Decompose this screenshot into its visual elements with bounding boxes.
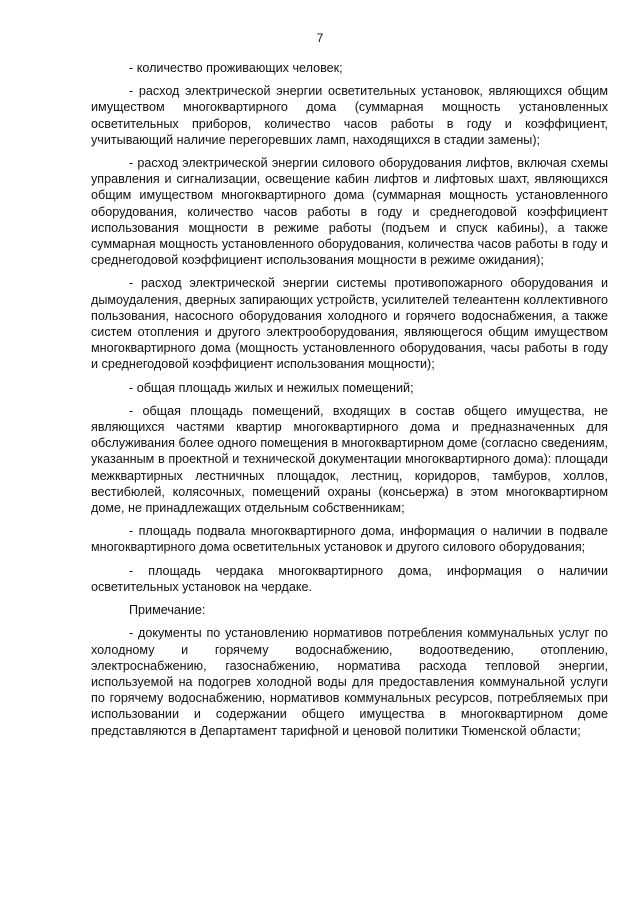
list-item-common-area: - общая площадь помещений, входящих в состав общего имущества, не являющихся частями квартир многоквартирного дома и предназначенных для обслуживания более одного помещения в многоквартирном доме (согласно сведениям, указанным в проектной и технической документации многоквартирного дома): площади межквартирных лестничных площадок, лестниц, коридоров, тамбуров, холлов, вестибюлей, колясочных, помещений охраны (консьержа) в этом многоквартирном доме, не принадлежащих отдельным собственникам;: [91, 403, 608, 516]
note-heading: Примечание:: [129, 603, 206, 618]
document-body: [91, 60, 608, 746]
list-item-residents-count: - количество проживающих человек;: [129, 61, 343, 75]
note-text: - документы по установлению нормативов потребления коммунальных услуг по холодному и горячему водоснабжению, водоотведению, отоплению, электроснабжению, газоснабжению, норматива расхода тепловой энергии, используемой на подогрев холодной воды для предоставления коммунальной услуги по горячему водоснабжению, нормативов коммунальных ресурсов, потребляемых при использовании и содержании общего имущества в многоквартирном доме представляются в Департамент тарифной и ценовой политики Тюменской области;: [91, 626, 608, 738]
list-item-fire-system-energy: - расход электрической энергии системы противопожарного оборудования и дымоудаления, дверных запирающих устройств, усилителей телеантенн коллективного пользования, насосного оборудования холодного и горячего водоснабжения, а также систем отопления и другого электрооборудования, являющегося общим имуществом многоквартирного дома (мощность установленного оборудования, часы работы в году и среднегодовой коэффициент использования мощности);: [91, 276, 608, 372]
list-item-elevator-energy: - расход электрической энергии силового оборудования лифтов, включая схемы управления и сигнализации, освещение кабин лифтов и лифтовых шахт, являющихся общим имуществом многоквартирного дома (суммарная мощность установленного оборудования, количество часов работы в году и среднегодовой коэффициент использования мощности в режиме работы (подъем и спуск кабины), а также суммарная мощность установленного оборудования, количества часов работы в году и среднегодовой коэффициент использования мощности в режиме ожидания);: [91, 156, 608, 268]
list-item-attic-area: - площадь чердака многоквартирного дома, информация о наличии осветительных установок на чердаке.: [91, 563, 608, 594]
page-number: 7: [316, 31, 324, 45]
list-item-total-area: - общая площадь жилых и нежилых помещений;: [129, 380, 414, 395]
list-item-basement-area: - площадь подвала многоквартирного дома, информация о наличии в подвале многоквартирного дома осветительных установок и другого силового оборудования;: [91, 524, 608, 555]
list-item-lighting-energy: - расход электрической энергии осветительных установок, являющихся общим имуществом многоквартирного дома (суммарная мощность установленных осветительных приборов, количество часов работы в году и коэффициент, учитывающий наличие перегоревших ламп, находящихся в стадии замены);: [91, 84, 608, 147]
